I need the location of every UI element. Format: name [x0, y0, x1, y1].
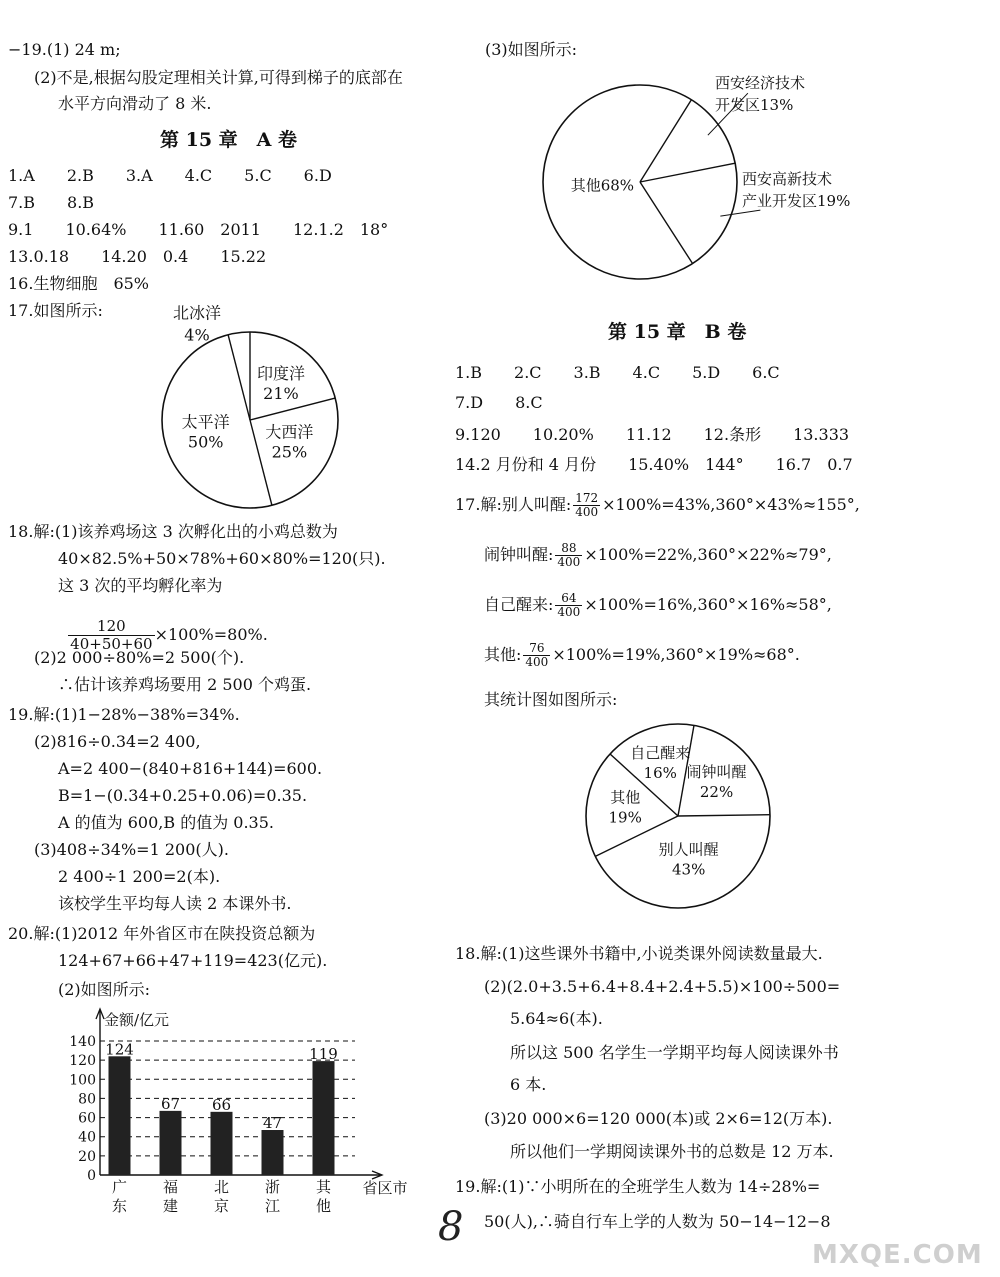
x-tick-label-0-0: 广	[111, 1178, 128, 1196]
s17-tail-1: ×100%=43%,360°×43%≈155°,	[602, 495, 860, 514]
x-tick-label-4-0: 其	[315, 1178, 332, 1196]
x-tick-label-1-1: 建	[162, 1197, 179, 1215]
slice-label-other: 其他	[610, 788, 641, 807]
wakeup-pie-chart	[560, 712, 800, 922]
q18-line2: 40×82.5%+50×78%+60×80%=120(只).	[58, 549, 386, 568]
s19-line2: 50(人),∴骑自行车上学的人数为 50−14−12−8	[484, 1212, 831, 1231]
q18-line3: 这 3 次的平均孵化率为	[58, 576, 223, 595]
slice-value-pacific: 50%	[187, 432, 224, 452]
chapter-15-a-title: 第 15 章 A 卷	[160, 129, 298, 151]
chapter-15-b-title: 第 15 章 B 卷	[608, 321, 747, 343]
s17-den-1: 400	[575, 505, 599, 519]
q18-fraction-tail: ×100%=80%.	[154, 625, 268, 644]
a-answers-3: 9.1 10.64% 11.60 2011 12.1.2 18°	[8, 220, 389, 239]
slice-value-arctic: 4%	[184, 325, 210, 345]
slice-value-others-wake: 43%	[671, 860, 706, 879]
s17-num-4: 76	[523, 642, 550, 656]
y-tick-label-80: 80	[78, 1091, 96, 1108]
slice-value-indian: 21%	[263, 384, 299, 404]
q18-denominator: 40+50+60	[70, 635, 153, 653]
s17-den-3: 400	[557, 605, 581, 619]
investment-bar-chart	[50, 1005, 408, 1220]
s17-line2	[484, 537, 832, 573]
bar-3	[262, 1130, 284, 1175]
slice-label-self: 自己醒来	[630, 743, 691, 762]
s18-line5: 6 本.	[510, 1075, 547, 1094]
q20-line3: (2)如图所示:	[58, 980, 151, 999]
y-tick-label-20: 20	[78, 1148, 96, 1165]
bar-4	[313, 1061, 335, 1175]
x-tick-label-3-1: 江	[264, 1197, 281, 1215]
q19-line6: (3)408÷34%=1 200(人).	[34, 840, 229, 859]
s17-line4	[484, 637, 800, 673]
handwritten-page-number: 8	[438, 1204, 464, 1250]
q18-line1: 18.解:(1)该养鸡场这 3 次孵化出的小鸡总数为	[8, 522, 338, 541]
y-tick-label-100: 100	[69, 1072, 96, 1089]
s18-line7: 所以他们一学期阅读课外书的总数是 12 万本.	[510, 1142, 834, 1161]
y-tick-label-0: 0	[87, 1168, 96, 1184]
x-axis-title: 省区市	[362, 1179, 408, 1197]
slice-label-economic-1: 开发区13%	[715, 96, 794, 114]
slice-value-self: 16%	[643, 763, 677, 782]
s17-tail-4: ×100%=19%,360°×19%≈68°.	[552, 645, 800, 664]
x-tick-label-0-1: 东	[111, 1197, 128, 1215]
a-answers-2: 7.B 8.B	[8, 193, 95, 212]
slice-label-pacific: 太平洋	[181, 412, 230, 432]
s17-num-3: 64	[555, 592, 582, 606]
slice-label-alarm: 闹钟叫醒	[686, 763, 747, 782]
s17-label-4: 其他:	[484, 645, 522, 664]
y-tick-label-120: 120	[69, 1053, 96, 1070]
slice-value-atlantic: 25%	[271, 442, 308, 462]
b-answers-3: 9.120 10.20% 11.12 12.条形 13.333	[455, 425, 850, 444]
bar-0	[109, 1056, 131, 1175]
s17-line3	[484, 587, 832, 623]
a-answers-1: 1.A 2.B 3.A 4.C 5.C 6.D	[8, 166, 332, 185]
q19-line4: B=1−(0.34+0.25+0.06)=0.35.	[58, 786, 308, 805]
bar-2	[211, 1112, 233, 1175]
s19-line1: 19.解:(1)∵小明所在的全班学生人数为 14÷28%=	[455, 1177, 821, 1196]
s17-den-4: 400	[525, 655, 549, 669]
b-answers-2: 7.D 8.C	[455, 393, 543, 412]
x-tick-label-3-0: 浙	[264, 1178, 281, 1196]
s17-label-3: 自己醒来:	[484, 595, 554, 614]
slice-label-arctic: 北冰洋	[172, 303, 221, 323]
q20-line2: 124+67+66+47+119=423(亿元).	[58, 951, 328, 970]
slice-label-economic-0: 西安经济技术	[715, 74, 806, 92]
q18-fraction-line	[58, 602, 268, 653]
xian-zone-pie-chart	[530, 70, 890, 285]
bar-value-3: 47	[262, 1114, 283, 1133]
s17-num-2: 88	[555, 542, 582, 556]
y-tick-label-60: 60	[78, 1110, 96, 1127]
r3-line: (3)如图所示:	[485, 40, 578, 59]
ocean-pie-chart	[100, 303, 360, 512]
s18-line4: 所以这 500 名学生一学期平均每人阅读课外书	[510, 1043, 839, 1062]
answer-19-2a: (2)不是,根据勾股定理相关计算,可得到梯子的底部在	[34, 68, 403, 87]
slice-label-other: 其他68%	[570, 176, 635, 195]
y-tick-label-40: 40	[78, 1129, 96, 1146]
bar-value-4: 119	[309, 1045, 338, 1064]
s17-den-2: 400	[557, 555, 581, 569]
q19-line2: (2)816÷0.34=2 400,	[34, 732, 201, 751]
q19-line5: A 的值为 600,B 的值为 0.35.	[58, 813, 274, 832]
slice-label-hightech-0: 西安高新技术	[742, 170, 833, 188]
q18-numerator: 120	[68, 618, 154, 636]
s17-tail-2: ×100%=22%,360°×22%≈79°,	[584, 545, 832, 564]
bar-1	[160, 1111, 182, 1175]
s17-end: 其统计图如图所示:	[484, 690, 618, 709]
q19-line7: 2 400÷1 200=2(本).	[58, 867, 221, 886]
slice-value-other: 19%	[608, 808, 642, 827]
s18-line3: 5.64≈6(本).	[510, 1009, 603, 1028]
y-tick-label-140: 140	[69, 1034, 96, 1050]
s17-line1	[455, 487, 860, 523]
x-tick-label-2-1: 京	[213, 1197, 230, 1215]
s17-tail-3: ×100%=16%,360°×16%≈58°,	[584, 595, 832, 614]
q19-line8: 该校学生平均每人读 2 本课外书.	[58, 894, 292, 913]
s17-label-1: 17.解:别人叫醒:	[455, 495, 572, 514]
s18-line2: (2)(2.0+3.5+6.4+8.4+2.4+5.5)×100÷500=	[484, 977, 841, 996]
s17-label-2: 闹钟叫醒:	[484, 545, 554, 564]
q18-line4: (2)2 000÷80%=2 500(个).	[34, 648, 245, 667]
q19-line3: A=2 400−(840+816+144)=600.	[58, 759, 323, 778]
answer-19-2b: 水平方向滑动了 8 米.	[58, 94, 212, 113]
q19-line1: 19.解:(1)1−28%−38%=34%.	[8, 705, 240, 724]
s18-line6: (3)20 000×6=120 000(本)或 2×6=12(万本).	[484, 1109, 833, 1128]
slice-label-atlantic: 大西洋	[265, 422, 314, 442]
s18-line1: 18.解:(1)这些课外书籍中,小说类课外阅读数量最大.	[455, 944, 823, 963]
a-answers-4: 13.0.18 14.20 0.4 15.22	[8, 247, 267, 266]
q18-line5: ∴估计该养鸡场要用 2 500 个鸡蛋.	[58, 675, 312, 694]
slice-label-others-wake: 别人叫醒	[658, 840, 719, 859]
a-answers-5: 16.生物细胞 65%	[8, 274, 150, 293]
bar-value-0: 124	[105, 1040, 134, 1059]
slice-label-hightech-1: 产业开发区19%	[742, 192, 851, 210]
slice-value-alarm: 22%	[699, 783, 734, 802]
b-answers-1: 1.B 2.C 3.B 4.C 5.D 6.C	[455, 363, 780, 382]
q20-line1: 20.解:(1)2012 年外省区市在陕投资总额为	[8, 924, 316, 943]
y-axis-title: 金额/亿元	[104, 1011, 170, 1029]
watermark: MXQE.COM	[812, 1240, 983, 1270]
b-answers-4: 14.2 月份和 4 月份 15.40% 144° 16.7 0.7	[455, 455, 853, 474]
bar-value-1: 67	[160, 1094, 181, 1113]
slice-label-indian: 印度洋	[256, 364, 305, 384]
answer-19-1: −19.(1) 24 m;	[8, 40, 121, 59]
bar-value-2: 66	[211, 1095, 232, 1114]
x-tick-label-4-1: 他	[315, 1197, 332, 1215]
x-tick-label-1-0: 福	[162, 1178, 179, 1196]
a-answers-6: 17.如图所示:	[8, 301, 103, 320]
s17-num-1: 172	[575, 491, 599, 505]
x-tick-label-2-0: 北	[213, 1178, 230, 1196]
